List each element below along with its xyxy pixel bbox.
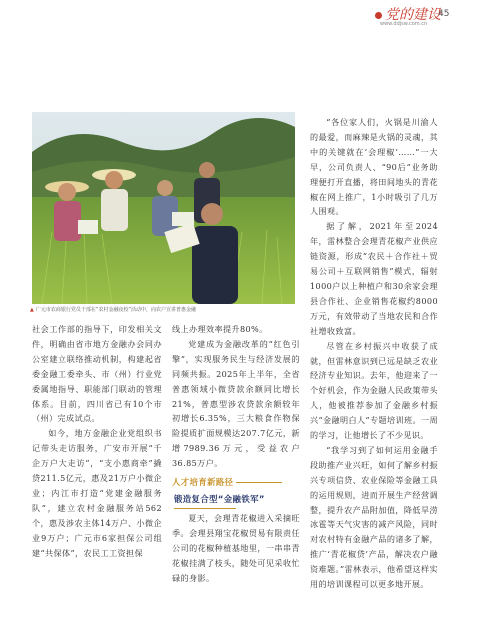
- paragraph: 尽管在乡村振兴中收获了成就，但雷林意识到已远是缺乏农业经济专业知识。去年，他迎来了一个好机会，作为金融人民政策带头人，他被推荐参加了金融乡村振兴“金融明白人”专题培训班。一周的学习，让他增长了不少见识。: [310, 340, 438, 441]
- paragraph: 党建成为金融改革的“红色引擎”，实现服务民生与经济发展的同频共振。2025年上半年，全省普惠领域小微贷款余额同比增长21%，普惠型涉农贷款余额较年初增长6.35%，三大粮食作物保险提质扩面规模达207.7亿元，新增7989.36万元，受益农户36.85万户。: [172, 338, 300, 469]
- paragraph: 线上办理效率提升80%。: [172, 324, 268, 334]
- paragraph: 据了解，2021年至2024年，雷林整合会理青花椒产业供应链资源，形成“农民＋合作社＋贸易公司＋互联网销售”模式，辐射1000户以上种植户和30余家会理县合作社、企业销售花椒约8000万元，有效带动了当地农民和合作社增收致富。: [310, 221, 438, 336]
- section-kicker: [172, 475, 300, 490]
- caption-triangle-icon: ▲: [30, 307, 34, 313]
- paragraph: 社会工作部的指导下，印发相关文件，明确由省市地方金融办会同办公室建立联络推动机制，构建起省委金融工委牵头、市（州）行业党委属地指导、职能部门联动的管理体系。目前，四川省已有10个市（州）完成试点。: [32, 324, 162, 424]
- brand-title: 党的建设: [385, 7, 441, 23]
- section-title-text: 锻造复合型“金融铁军”: [174, 493, 265, 504]
- paragraph: “各位家人们，火锅是川渝人的最爱，而麻辣是火锅的灵魂，其中的关键就在‘会理椒’……”一大早，公司负责人、“90后”业务助理便打开直播，将田间地头的青花椒在网上推广，1小时吸引了几万人围观。: [310, 117, 438, 217]
- section-kicker-text: 人才培育新路径: [172, 477, 234, 488]
- brand-mark-icon: [375, 12, 382, 19]
- column-2: [172, 322, 300, 585]
- photo-caption: [30, 306, 300, 313]
- section-title: [174, 492, 300, 509]
- site-url: www.ddjsw.com.cn: [380, 21, 428, 27]
- column-3: [310, 115, 438, 592]
- paragraph: “我学习到了如何运用金融手段助推产业兴旺，如何了解乡村振兴专项信贷、农业保险等金融工具的运用规则，进而开展生产经营调整，提升农产品附加值，降低旱涝冰雹等天气灾害的减产风险，同时对农村特有金融产品的诸多了解，推广‘青花椒贷’产品，解决农户融资难题。”雷林表示，他希望这样实用的培训课程可以更多地开展。: [310, 444, 438, 590]
- page-number: 45: [438, 9, 450, 19]
- column-1: [32, 322, 162, 561]
- title-underline: [174, 508, 236, 509]
- paragraph: 如今，地方金融企业党组织书记带头走访服务，广安市开展“千企万户大走访”，“支小惠商牵”撬贷211.5亿元，惠及21万户小微企业；内江市打造“党建金融服务队”，建立农村金融服务站562个，惠及涉农主体14万户、小微企业9万户；广元市6家担保公司组建“共保体”，农民工工资担保: [32, 428, 163, 558]
- field-photo: [32, 112, 295, 304]
- kicker-rule: [236, 482, 282, 483]
- paragraph: 夏天，会理青花椒进入采摘旺季。会理县翔宝花椒贸易有限责任公司的花椒种植基地里，一串串青花椒挂满了枝头，随处可见采收忙碌的身影。: [172, 512, 300, 583]
- caption-text: 广元市农商银行党员干部在“农村金融夜校”活动中，向农户宣讲普惠金融: [35, 307, 197, 313]
